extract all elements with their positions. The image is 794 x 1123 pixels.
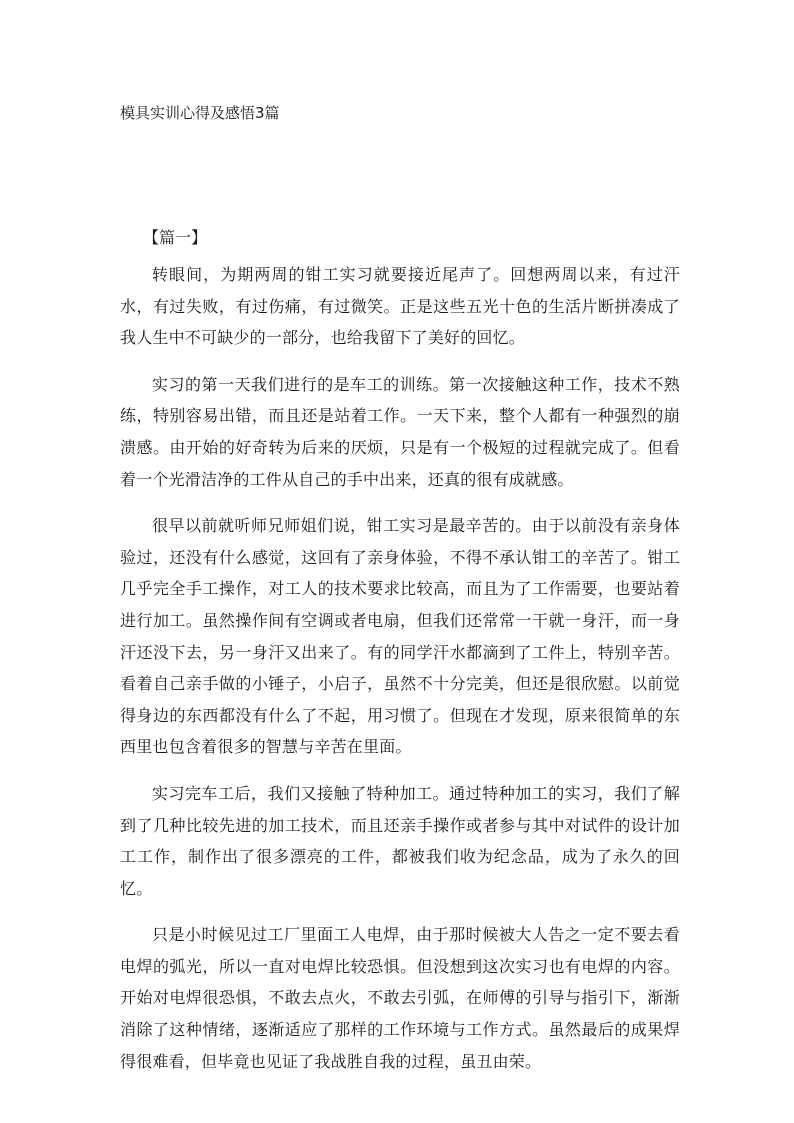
- paragraph-1: 转眼间，为期两周的钳工实习就要接近尾声了。回想两周以来，有过汗水，有过失败，有过伤痛，有过微笑。正是这些五光十色的生活片断拼凑成了我人生中不可缺少的一部分，也给我留下了美好的回忆。: [120, 265, 680, 348]
- document-body: [120, 259, 680, 1092]
- paragraph-2: 实习的第一天我们进行的是车工的训练。第一次接触这种工作，技术不熟练，特别容易出错，而且还是站着工作。一天下来，整个人都有一种强烈的崩溃感。由开始的好奇转为后来的厌烦，只是有一个极短的过程就完成了。但看着一个光滑洁净的工件从自己的手中出来，还真的很有成就感。: [120, 374, 680, 489]
- section-heading: 【篇一】: [143, 228, 208, 247]
- document-title: 模具实训心得及感悟3篇: [120, 104, 280, 122]
- paragraph-3: 很早以前就听师兄师姐们说，钳工实习是最辛苦的。由于以前没有亲身体验过，还没有什么感觉，这回有了亲身体验，不得不承认钳工的辛苦了。钳工几乎完全手工操作，对工人的技术要求比较高，而且为了工作需要，也要站着进行加工。虽然操作间有空调或者电扇，但我们还常常一干就一身汗，而一身汗还没下去，另一身汗又出来了。有的同学汗水都滴到了工件上，特别辛苦。看着自己亲手做的小锤子，小启子，虽然不十分完美，但还是很欣慰。以前觉得身边的东西都没有什么了不起，用习惯了。但现在才发现，原来很简单的东西里也包含着很多的智慧与辛苦在里面。: [120, 516, 680, 757]
- paragraph-5: 只是小时候见过工厂里面工人电焊，由于那时候被大人告之一定不要去看电焊的弧光，所以一直对电焊比较恐惧。但没想到这次实习也有电焊的内容。开始对电焊很恐惧，不敢去点火，不敢去引弧，在师傅的引导与指引下，渐渐消除了这种情绪，逐渐适应了那样的工作环境与工作方式。虽然最后的成果焊得很难看，但毕竟也见证了我战胜自我的过程，虽丑由荣。: [120, 925, 680, 1071]
- paragraph-4: 实习完车工后，我们又接触了特种加工。通过特种加工的实习，我们了解到了几种比较先进的加工技术，而且还亲手操作或者参与其中对试件的设计加工工作，制作出了很多漂亮的工件，都被我们收为纪念品，成为了永久的回忆。: [120, 783, 680, 898]
